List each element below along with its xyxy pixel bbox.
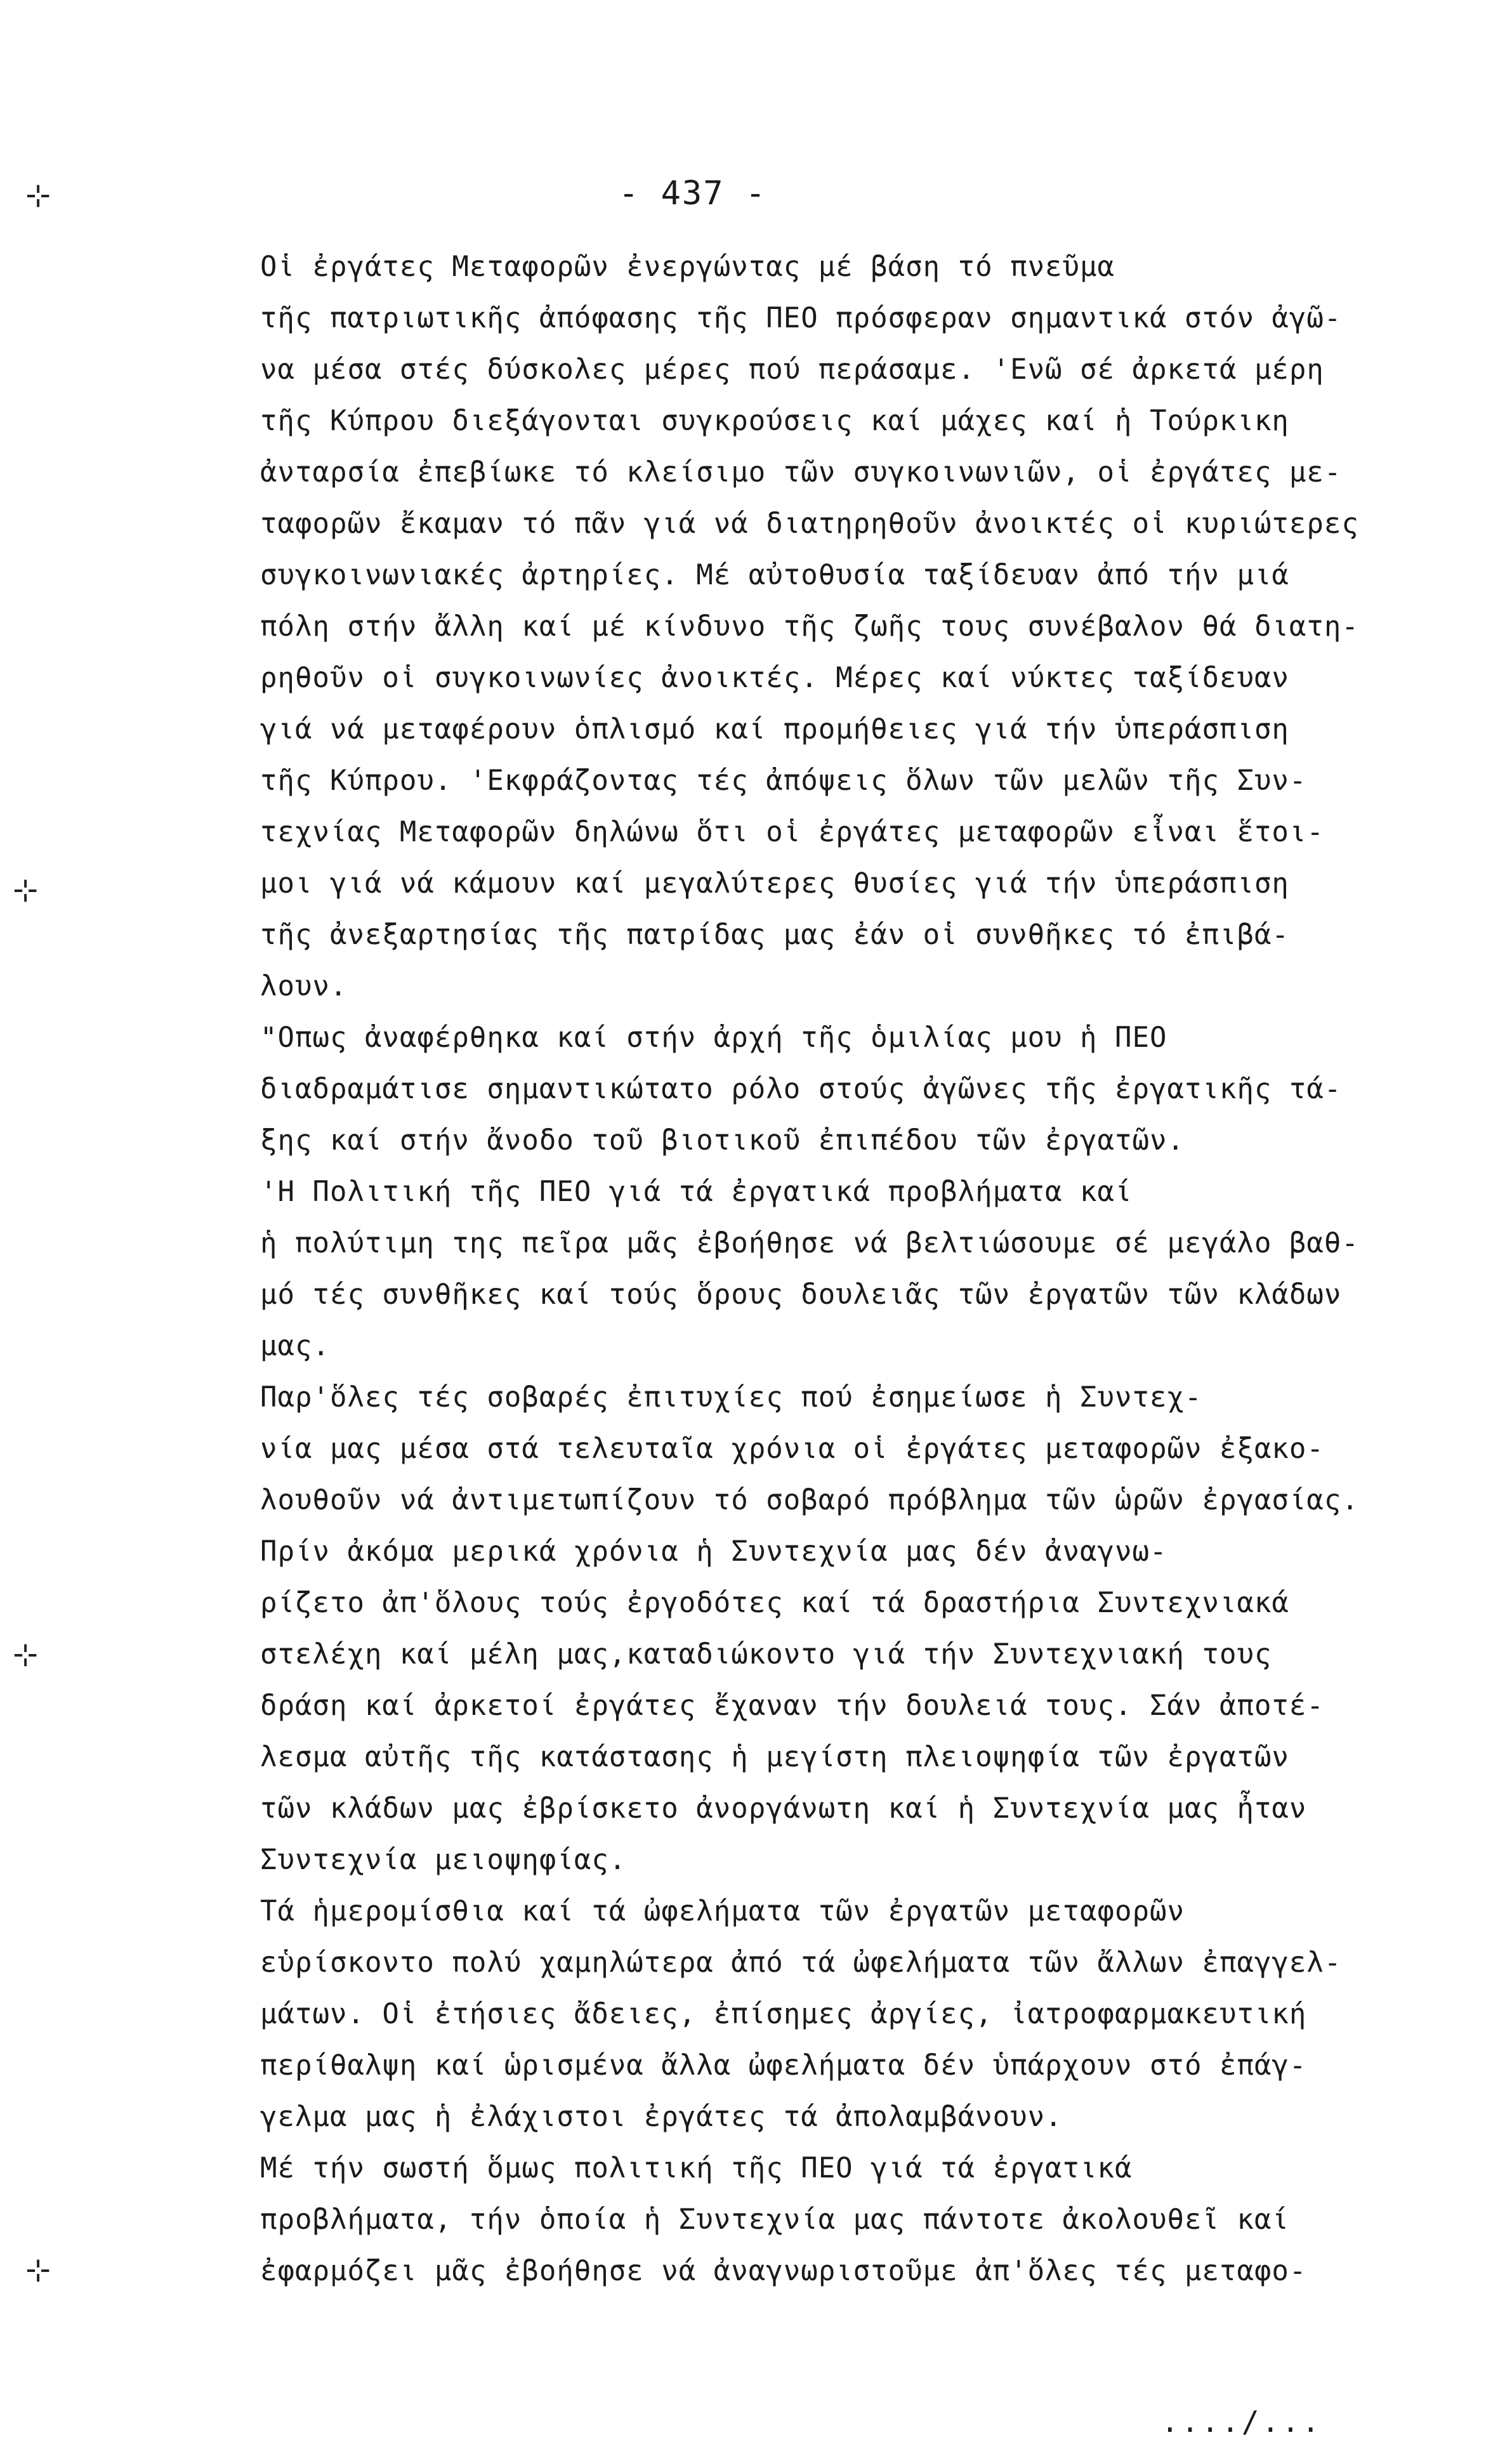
- text-line: στελέχη καί μέλη μας,καταδιώκοντο γιά τήν Συντεχνιακή τους: [260, 1638, 1272, 1671]
- text-line: λουθοῦν νά ἀντιμετωπίζουν τό σοβαρό πρόβλημα τῶν ὡρῶν ἐργασίας.: [260, 1484, 1359, 1516]
- text-line: τῶν κλάδων μας ἐβρίσκετο ἀνοργάνωτη καί ἡ Συντεχνία μας ἦταν: [260, 1792, 1307, 1825]
- paragraph: [260, 1886, 1396, 2143]
- paragraph: [260, 2143, 1396, 2297]
- text-line: διαδραμάτισε σημαντικώτατο ρόλο στούς ἀγῶνες τῆς ἐργατικῆς τά-: [260, 1073, 1342, 1105]
- margin-tick-mark: ⊹: [13, 1637, 39, 1672]
- text-line: μάτων. Οἱ ἐτήσιες ἄδειες, ἐπίσημες ἀργίες, ἰατροφαρμακευτική: [260, 1998, 1307, 2030]
- text-line: τῆς πατριωτικῆς ἀπόφασης τῆς ΠΕΟ πρόσφεραν σημαντικά στόν ἀγῶ-: [260, 302, 1342, 334]
- text-line: νία μας μέσα στά τελευταῖα χρόνια οἱ ἐργάτες μεταφορῶν ἐξακο-: [260, 1433, 1324, 1465]
- text-line: συγκοινωνιακές ἀρτηρίες. Μέ αὐτοθυσία ταξίδευαν ἀπό τήν μιά: [260, 559, 1289, 591]
- body-text: [260, 241, 1396, 2297]
- text-line: Τά ἡμερομίσθια καί τά ὠφελήματα τῶν ἐργατῶν μεταφορῶν: [260, 1895, 1185, 1927]
- text-line: γελμα μας ἡ ἐλάχιστοι ἐργάτες τά ἀπολαμβάνουν.: [260, 2101, 1063, 2133]
- margin-tick-mark: ⊹: [25, 178, 51, 213]
- text-line: 'Η Πολιτική τῆς ΠΕΟ γιά τά ἐργατικά προβλήματα καί: [260, 1176, 1133, 1208]
- text-line: τῆς Κύπρου. 'Εκφράζοντας τές ἀπόψεις ὅλων τῶν μελῶν τῆς Συν-: [260, 765, 1307, 797]
- text-line: δράση καί ἀρκετοί ἐργάτες ἔχαναν τήν δουλειά τους. Σάν ἀποτέ-: [260, 1690, 1324, 1722]
- text-line: ξης καί στήν ἄνοδο τοῦ βιοτικοῦ ἐπιπέδου τῶν ἐργατῶν.: [260, 1124, 1185, 1157]
- text-line: λουν.: [260, 970, 348, 1002]
- text-line: ἡ πολύτιμη της πεῖρα μᾶς ἐβοήθησε νά βελτιώσουμε σέ μεγάλο βαθ-: [260, 1227, 1359, 1259]
- text-line: Συντεχνία μειοψηφίας.: [260, 1844, 627, 1876]
- continuation-mark: ..../...: [1161, 2405, 1322, 2439]
- text-line: μας.: [260, 1330, 330, 1362]
- margin-tick-mark: ⊹: [25, 2252, 51, 2288]
- text-line: τῆς Κύπρου διεξάγονται συγκρούσεις καί μάχες καί ἡ Τούρκικη: [260, 405, 1289, 437]
- text-line: πόλη στήν ἄλλη καί μέ κίνδυνο τῆς ζωῆς τους συνέβαλον θά διατη-: [260, 610, 1359, 643]
- paragraph: [260, 1166, 1396, 1372]
- text-line: τεχνίας Μεταφορῶν δηλώνω ὅτι οἱ ἐργάτες μεταφορῶν εἶναι ἕτοι-: [260, 816, 1324, 848]
- text-line: εὑρίσκοντο πολύ χαμηλώτερα ἀπό τά ὠφελήματα τῶν ἄλλων ἐπαγγελ-: [260, 1946, 1342, 1979]
- text-line: Μέ τήν σωστή ὅμως πολιτική τῆς ΠΕΟ γιά τά ἐργατικά: [260, 2152, 1133, 2184]
- text-line: Παρ'ὅλες τές σοβαρές ἐπιτυχίες πού ἐσημείωσε ἡ Συντεχ-: [260, 1381, 1202, 1414]
- text-line: ἐφαρμόζει μᾶς ἐβοήθησε νά ἀναγνωριστοῦμε ἀπ'ὅλες τές μεταφο-: [260, 2255, 1307, 2287]
- margin-tick-mark: ⊹: [13, 872, 39, 908]
- text-line: ταφορῶν ἔκαμαν τό πᾶν γιά νά διατηρηθοῦν ἀνοικτές οἱ κυριώτερες: [260, 508, 1359, 540]
- text-line: περίθαλψη καί ὡρισμένα ἄλλα ὠφελήματα δέν ὑπάρχουν στό ἐπάγ-: [260, 2049, 1307, 2082]
- text-line: ρηθοῦν οἱ συγκοινωνίες ἀνοικτές. Μέρες καί νύκτες ταξίδευαν: [260, 662, 1289, 694]
- text-line: γιά νά μεταφέρουν ὁπλισμό καί προμήθειες γιά τήν ὑπεράσπιση: [260, 713, 1289, 745]
- text-line: μοι γιά νά κάμουν καί μεγαλύτερες θυσίες γιά τήν ὑπεράσπιση: [260, 867, 1289, 900]
- text-line: λεσμα αὐτῆς τῆς κατάστασης ἡ μεγίστη πλειοψηφία τῶν ἐργατῶν: [260, 1741, 1289, 1773]
- text-line: να μέσα στές δύσκολες μέρες πού περάσαμε. 'Ενῶ σέ ἀρκετά μέρη: [260, 353, 1324, 386]
- text-line: μό τές συνθῆκες καί τούς ὅρους δουλειᾶς τῶν ἐργατῶν τῶν κλάδων: [260, 1278, 1342, 1311]
- text-line: "Οπως ἀναφέρθηκα καί στήν ἀρχή τῆς ὁμιλίας μου ἡ ΠΕΟ: [260, 1021, 1167, 1054]
- paragraph: [260, 1526, 1396, 1886]
- text-line: τῆς ἀνεξαρτησίας τῆς πατρίδας μας ἐάν οἱ συνθῆκες τό ἐπιβά-: [260, 919, 1289, 951]
- paragraph: [260, 1372, 1396, 1526]
- text-line: Πρίν ἀκόμα μερικά χρόνια ἡ Συντεχνία μας δέν ἀναγνω-: [260, 1535, 1167, 1568]
- paragraph: [260, 241, 1396, 1012]
- paragraph: [260, 1012, 1396, 1166]
- text-line: Οἱ ἐργάτες Μεταφορῶν ἐνεργώντας μέ βάση τό πνεῦμα: [260, 251, 1115, 283]
- text-line: ἀνταρσία ἐπεβίωκε τό κλείσιμο τῶν συγκοινωνιῶν, οἱ ἐργάτες με-: [260, 456, 1342, 489]
- text-line: προβλήματα, τήν ὁποία ἡ Συντεχνία μας πάντοτε ἀκολουθεῖ καί: [260, 2203, 1289, 2236]
- page-number: - 437 -: [619, 174, 767, 213]
- text-line: ρίζετο ἀπ'ὅλους τούς ἐργοδότες καί τά δραστήρια Συντεχνιακά: [260, 1587, 1289, 1619]
